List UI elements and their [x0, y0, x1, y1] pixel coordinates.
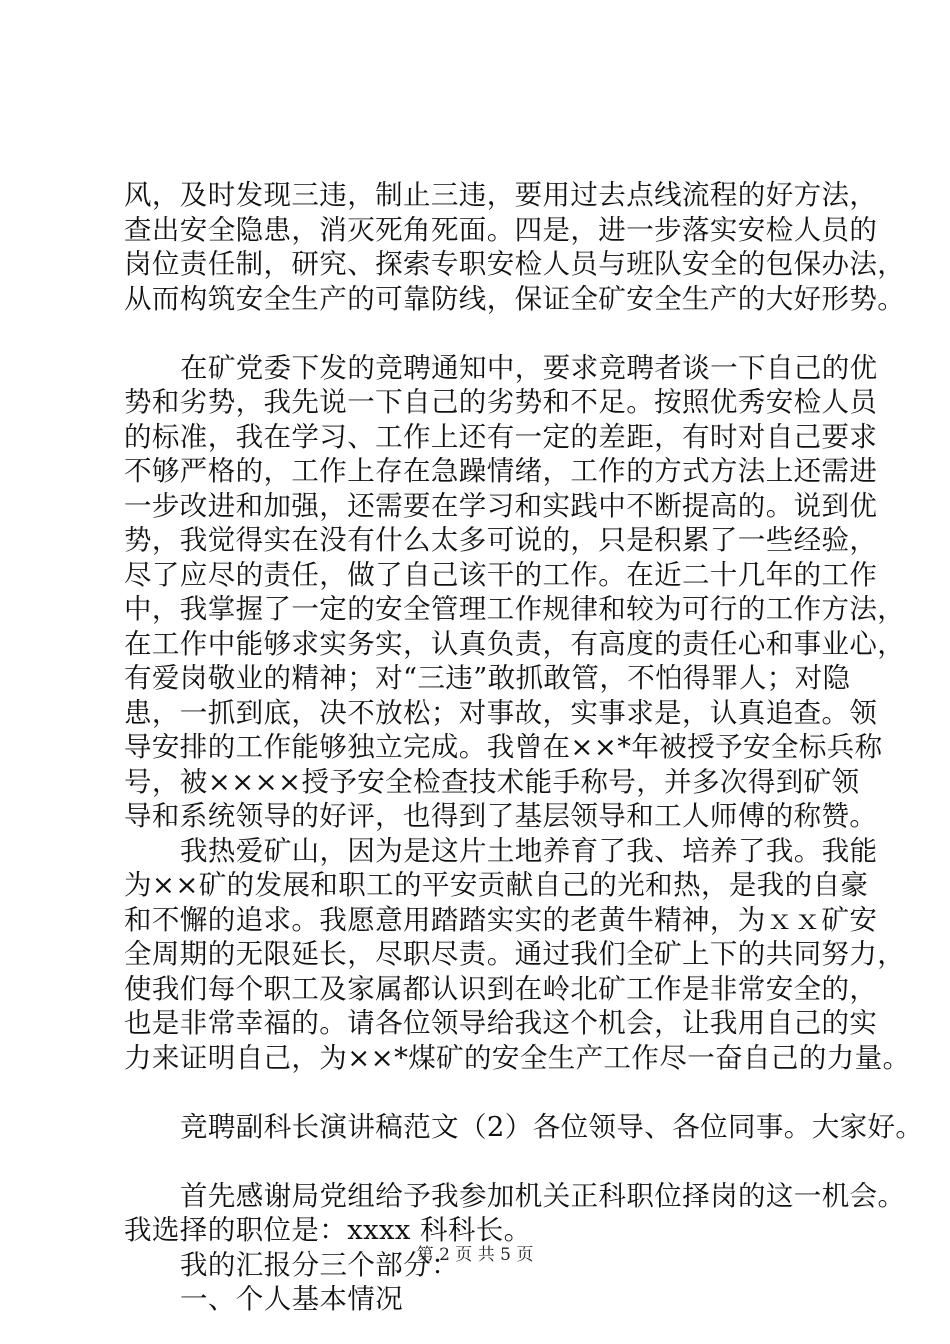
text-line: 风，及时发现三违，制止三违，要用过去点线流程的好方法，: [124, 179, 878, 211]
text-line: 力来证明自己，为××*煤矿的安全生产工作尽一奋自己的力量。: [124, 1041, 911, 1074]
text-line: 我的汇报分三个部分：: [180, 1248, 459, 1281]
text-line: 号，被××××授予安全检查技术能手称号，并多次得到矿领: [124, 765, 860, 798]
text-line: 岗位责任制，研究、探索专职安检人员与班队安全的包保办法，: [124, 248, 906, 280]
text-line: 查出安全隐患，消灭死角死面。四是，进一步落实安检人员的: [124, 213, 878, 246]
text-line: 全周期的无限延长，尽职尽责。通过我们全矿上下的共同努力，: [124, 938, 906, 970]
text-line: 我热爱矿山，因为是这片土地养育了我、培养了我。我能: [180, 834, 878, 867]
text-line: 我选择的职位是：xxxx 科科长。: [124, 1214, 532, 1246]
text-line: 有爱岗敬业的精神；对“三违”敢抓敢管，不怕得罪人；对隐: [124, 662, 851, 694]
text-line: 为××矿的发展和职工的平安贡献自己的光和热，是我的自豪: [124, 869, 869, 901]
paragraph-spacer: [124, 1144, 860, 1179]
paragraph: [124, 834, 911, 1076]
text-line: 使我们每个职工及家属都认识到在岭北矿工作是非常安全的，: [124, 972, 878, 1005]
text-line: 不够严格的，工作上存在急躁情绪，工作的方式方法上还需进: [124, 455, 878, 487]
text-line: 导和系统领导的好评，也得到了基层领导和工人师傅的称赞。: [124, 800, 878, 832]
text-line: 和不懈的追求。我愿意用踏踏实实的老黄牛精神，为ｘｘ矿安: [124, 903, 878, 936]
document-body: [124, 178, 924, 1317]
text-line: 一步改进和加强，还需要在学习和实践中不断提高的。说到优: [124, 489, 878, 522]
text-line: 也是非常幸福的。请各位领导给我这个机会，让我用自己的实: [124, 1007, 878, 1039]
section-heading-line: 竞聘副科长演讲稿范文（2）各位领导、各位同事。大家好。: [180, 1110, 924, 1143]
page-number-footer: 第 2 页 共 5 页: [416, 1245, 534, 1265]
text-line: 的标准，我在学习、工作上还有一定的差距，有时对自己要求: [124, 420, 878, 453]
text-line: 在矿党委下发的竞聘通知中，要求竞聘者谈一下自己的优: [180, 351, 878, 384]
text-line: 中，我掌握了一定的安全管理工作规律和较为可行的工作方法，: [124, 593, 906, 625]
text-line: 势，我觉得实在没有什么太多可说的，只是积累了一些经验，: [124, 524, 878, 556]
text-line: 从而构筑安全生产的可靠防线，保证全矿安全生产的大好形势。: [124, 282, 906, 315]
paragraph: [124, 1110, 924, 1145]
subheading-line: 一、个人基本情况: [180, 1283, 404, 1315]
paragraph: [124, 1282, 860, 1317]
text-line: 在工作中能够求实务实，认真负责，有高度的责任心和事业心，: [124, 627, 906, 660]
paragraph: [124, 351, 906, 834]
paragraph-spacer: [124, 316, 860, 351]
paragraph-spacer: [124, 1075, 860, 1110]
text-line: 势和劣势，我先说一下自己的劣势和不足。按照优秀安检人员: [124, 386, 878, 418]
paragraph: [124, 178, 906, 316]
text-line: 导安排的工作能够独立完成。我曾在××*年被授予安全标兵称: [124, 731, 883, 763]
text-line: 首先感谢局党组给予我参加机关正科职位择岗的这一机会。: [180, 1179, 906, 1212]
text-line: 尽了应尽的责任，做了自己该干的工作。在近二十几年的工作: [124, 558, 878, 591]
paragraph: [124, 1179, 906, 1248]
text-line: 患，一抓到底，决不放松；对事故，实事求是，认真追查。领: [124, 696, 878, 729]
